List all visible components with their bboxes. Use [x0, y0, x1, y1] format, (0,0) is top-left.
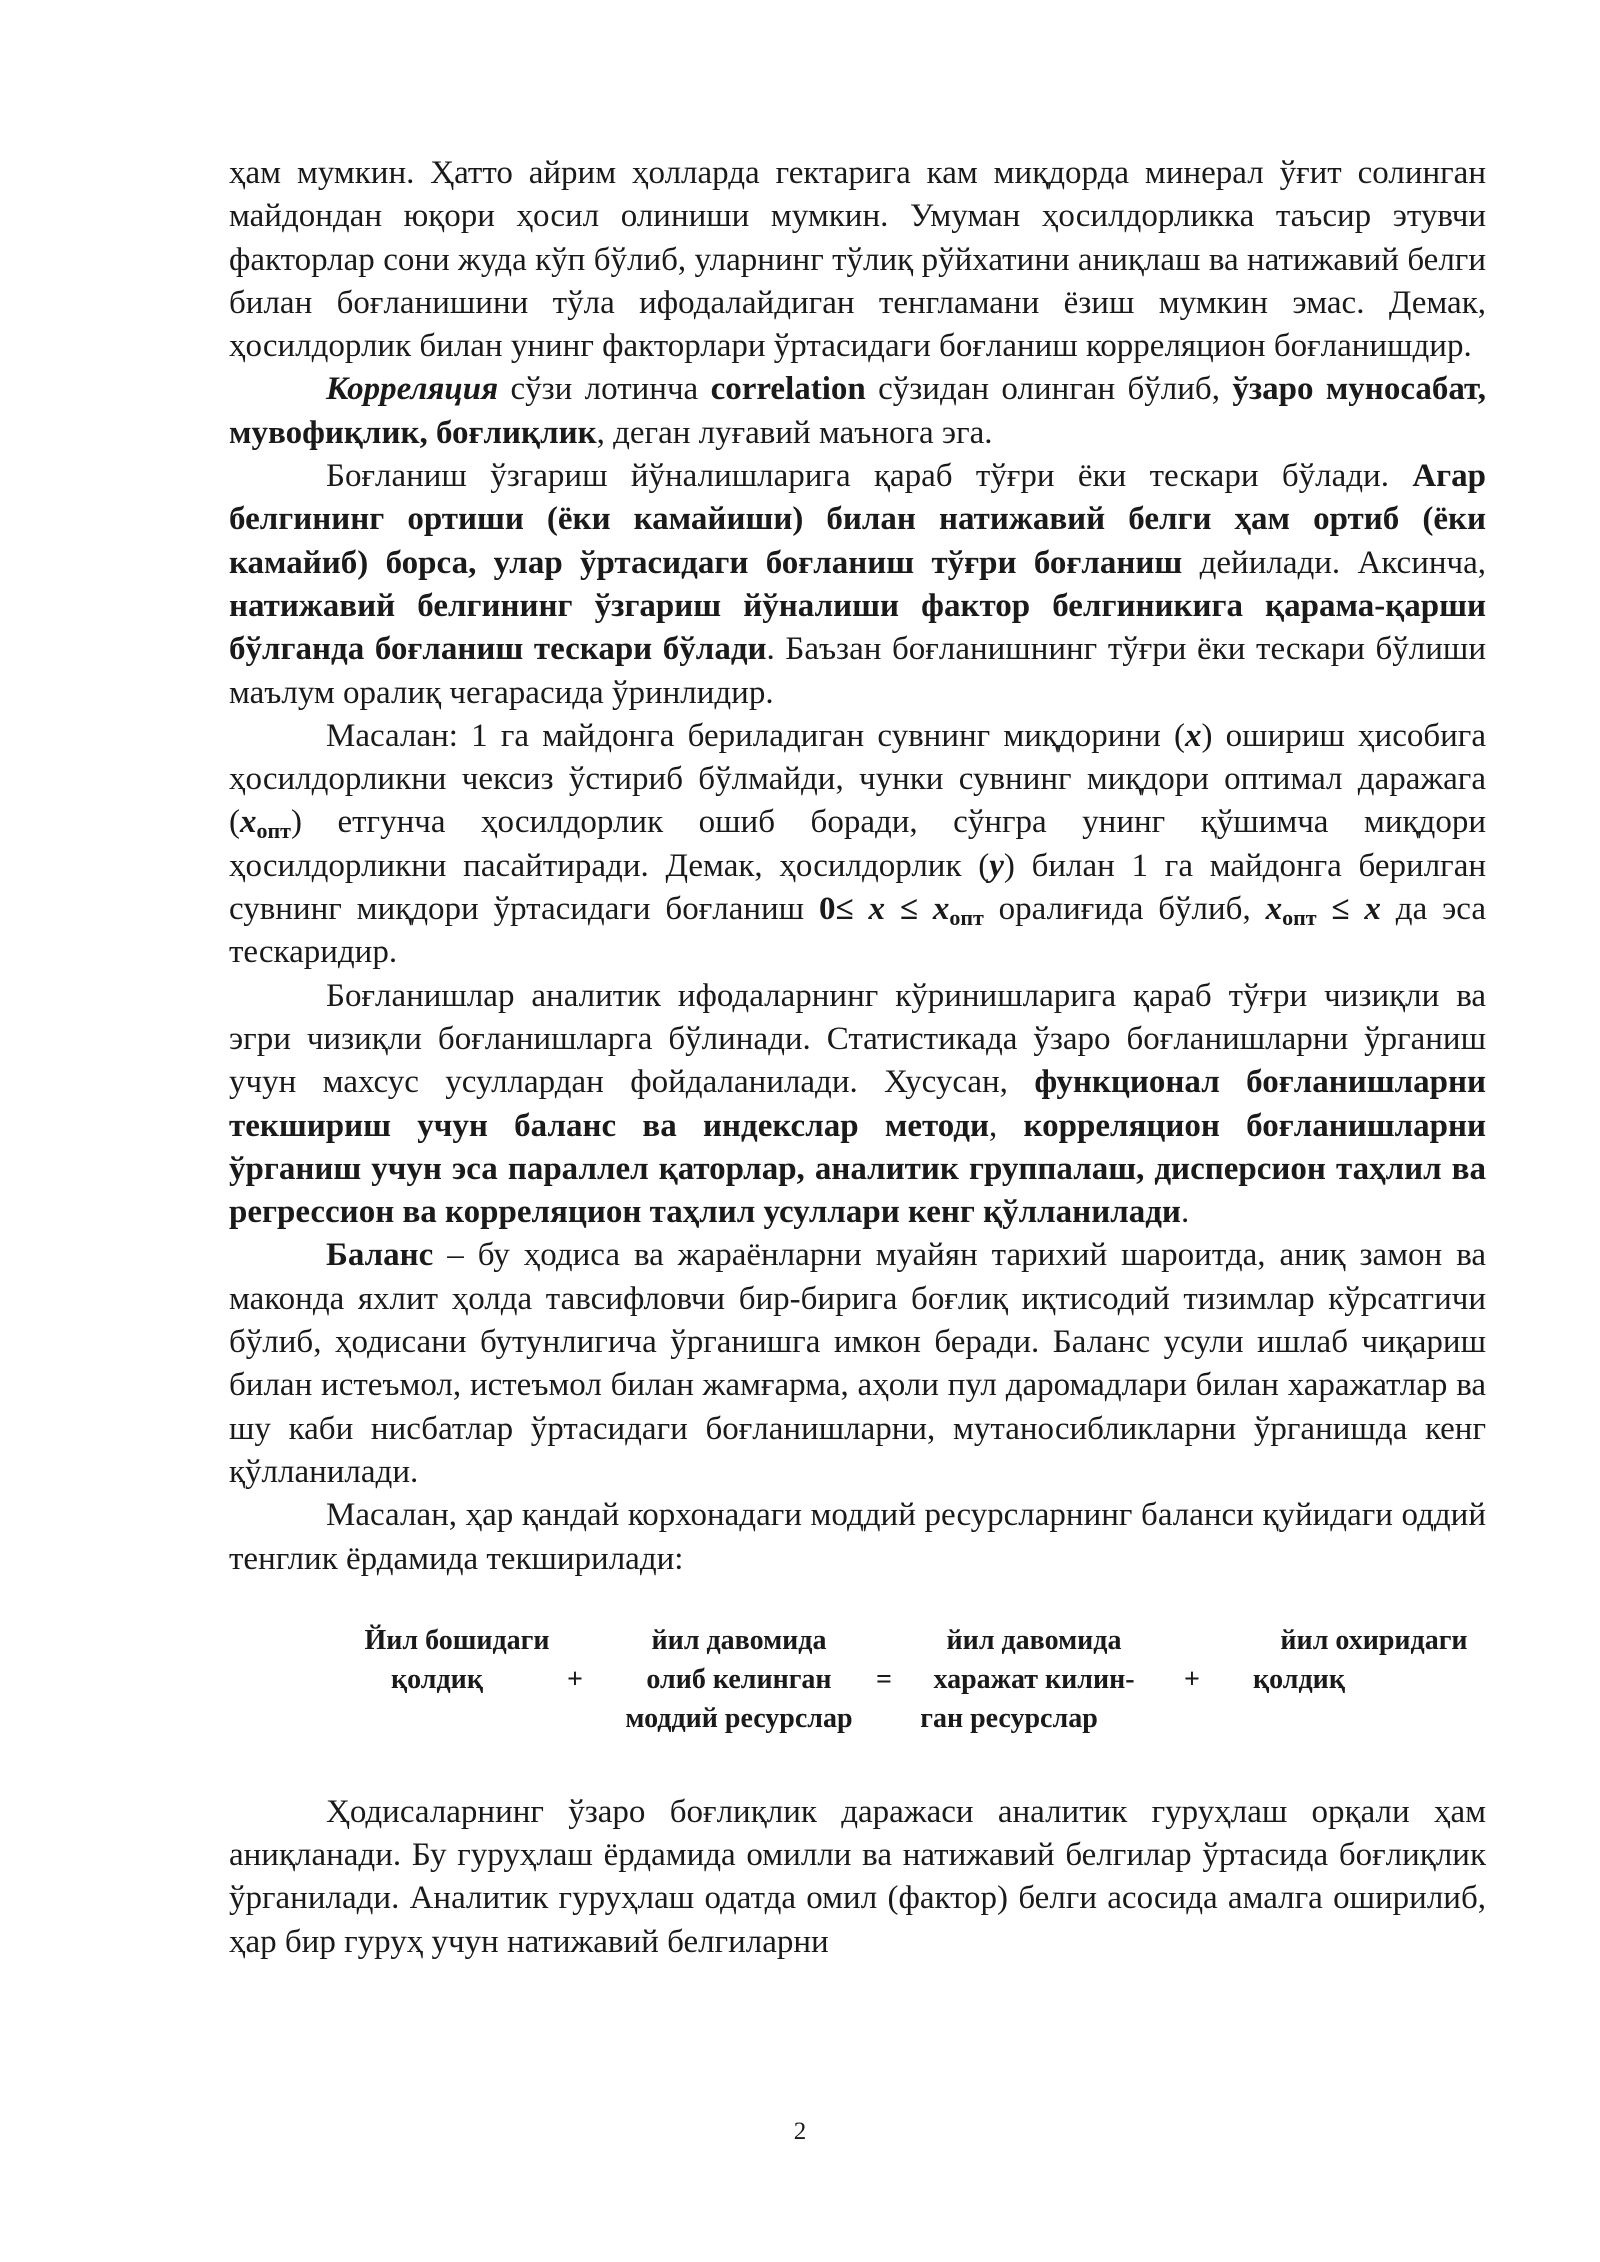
body-text	[229, 152, 1486, 1964]
formula-c2-line3: моддий ресурслар	[625, 1702, 853, 1734]
paragraph-example-water	[229, 715, 1486, 975]
range-1-x: x	[868, 891, 885, 928]
paragraph-1	[229, 152, 1486, 368]
formula-c2-line1: йил давомида	[651, 1624, 827, 1656]
paragraph-6-text: – бу ҳодиса ва жараёнларни муайян тарихий шароитда, аниқ замон ва маконда яхлит ҳолда тавсифловчи бир-бирига боғлиқ иқтисодий тизимлар кўрсатгичи бўлиб, ҳодисани бутунлигича ўрганишга имкон беради. Баланс усули ишлаб чиқариш билан истеъмол, истеъмол билан жамғарма, аҳоли пул даромадлари билан харажатлар ва шу каби нисбатлар ўртасидаги боғланишларни, мутаносибликларни ўрганишда кенг қўлланилади.	[229, 1237, 1486, 1490]
paragraph-direction	[229, 455, 1486, 715]
latin-word: correlation	[710, 371, 866, 408]
formula-column-received	[599, 1621, 879, 1738]
paragraph-balance	[229, 1234, 1486, 1494]
correlation-methods: корреляцион боғланишларни ўрганиш учун эса параллел қаторлар, аналитик группалаш, дисперсион таҳлил ва регрессион ва корреляцион таҳлил усуллари кенг қўлланилади	[229, 1107, 1486, 1231]
formula-c4-line2: қолдиқ	[1253, 1663, 1345, 1695]
paragraph-4-text-4: ) билан 1 га майдонга берилган сувнинг миқдори ўртасидаги боғланиш	[229, 847, 1487, 928]
range-1-le: ≤	[884, 891, 933, 928]
paragraph-3-text-1: Боғланиш ўзгариш йўналишларига қараб тўғри ёки тескари бўлади.	[326, 458, 1413, 495]
paragraph-4-text-1: Масалан: 1 га майдонга бериладиган сувнинг миқдорини (	[326, 717, 1185, 754]
formula-c1-line1: Йил бошидаги	[364, 1624, 550, 1656]
formula-c1-line2: қолдиқ	[391, 1663, 483, 1695]
functional-methods: функционал боғланишларни текшириш учун баланс ва индекслар методи	[229, 1064, 1486, 1144]
formula-c2-line2: олиб келинган	[646, 1663, 832, 1695]
var-x: x	[1184, 717, 1202, 754]
range-2-xopt: x	[1265, 891, 1283, 928]
formula-c3-line1: йил давомида	[946, 1624, 1122, 1656]
var-y: y	[989, 847, 1004, 884]
term-meaning: ўзаро муносабат, мувофиқлик, боғлиқлик	[229, 371, 1486, 451]
range-2-xopt-sub: опт	[1282, 905, 1317, 931]
formula-plus-1: +	[567, 1663, 583, 1695]
paragraph-5-text-3: .	[1180, 1194, 1190, 1231]
range-1-start: 0≤	[818, 891, 869, 928]
paragraph-correlation	[229, 368, 1486, 455]
paragraph-1-text: ҳам мумкин. Ҳатто айрим ҳолларда гектарига кам миқдорда минерал ўғит солинган майдондан юқори ҳосил олиниши мумкин. Умуман ҳосилдорликка таъсир этувчи факторлар сони жуда кўп бўлиб, уларнинг тўлиқ рўйхатини аниқлаш ва натижавий белги билан боғланишини тўла ифодалайдиган тенгламани ёзиш мумкин эмас. Демак, ҳосилдорлик билан унинг факторлари ўртасидаги боғланиш корреляцион боғланишдир.	[229, 155, 1486, 365]
paragraph-3-text-2: дейилади. Аксинча,	[1182, 544, 1487, 581]
range-2-x: x	[1364, 891, 1381, 928]
page-number: 2	[793, 2118, 807, 2145]
paragraph-2-text-1: сўзи лотинча	[498, 371, 711, 408]
balance-formula	[229, 1621, 1486, 1791]
term-balance: Баланс	[326, 1237, 434, 1274]
paragraph-5-text-2: ,	[989, 1107, 1024, 1144]
range-1-xopt-sub: опт	[949, 905, 984, 931]
paragraph-methods	[229, 975, 1486, 1235]
term-correlation: Корреляция	[326, 371, 499, 408]
var-x-opt-sub: опт	[256, 818, 291, 844]
paragraph-8-text: Ҳодисаларнинг ўзаро боғлиқлик даражаси аналитик гуруҳлаш орқали ҳам аниқланади. Бу гуруҳлаш ёрдамида омилли ва натижавий белгилар ўртасида боғлиқлик ўрганилади. Аналитик гуруҳлаш одатда омил (фактор) белги асосида амалга оширилиб, ҳар бир гуруҳ учун натижавий белгиларни	[229, 1793, 1486, 1960]
paragraph-2-text-3: , деган луғавий маънога эга.	[596, 414, 993, 451]
formula-c3-line2: харажат килин-	[933, 1663, 1135, 1695]
formula-equals: =	[876, 1663, 892, 1695]
paragraph-2-text-2: сўзидан олинган бўлиб,	[865, 371, 1233, 408]
paragraph-grouping	[229, 1791, 1486, 1964]
paragraph-4-text-5: оралиғида бўлиб,	[983, 891, 1266, 928]
paragraph-4-text-3: ) етгунча ҳосилдорлик ошиб боради, сўнгра унинг қўшимча миқдори ҳосилдорликни пасайтиради. Демак, ҳосилдорлик (	[229, 804, 1486, 884]
paragraph-5-text-1: Боғланишлар аналитик ифодаларнинг кўринишларига қараб тўғри чизиқли ва эгри чизиқли боғланишларга бўлинади. Статистикада ўзаро боғланишларни ўрганиш учун махсус усуллардан фойдаланилади. Хусусан,	[229, 977, 1486, 1101]
formula-plus-2: +	[1184, 1663, 1200, 1695]
var-x-opt: x	[240, 804, 257, 841]
paragraph-3-text-3: . Баъзан боғланишнинг тўғри ёки тескари бўлиши маълум оралиқ чегарасида ўринлидир.	[229, 631, 1487, 711]
formula-column-closing-balance	[1239, 1621, 1489, 1699]
paragraph-4-text-6: да эса тескаридир.	[229, 891, 1486, 971]
formula-column-opening-balance	[347, 1621, 567, 1699]
inverse-link-definition: натижавий белгининг ўзгариш йўналиши фактор белгиникига қарама-қарши бўлганда боғланиш тескари бўлади	[229, 587, 1486, 668]
paragraph-4-text-2: ) ошириш ҳисобига ҳосилдорликни чексиз ўстириб бўлмайди, чунки сувнинг миқдори оптимал даражага (	[229, 717, 1486, 841]
direct-link-definition: Агар белгининг ортиши (ёки камайиши) билан натижавий белги ҳам ортиб (ёки камайиб) борса, улар ўртасидаги боғланиш тўғри боғланиш	[229, 458, 1486, 581]
range-2-le: ≤	[1316, 891, 1365, 928]
paragraph-7-text: Масалан, ҳар қандай корхонадаги моддий ресурсларнинг баланси қуйидаги оддий тенглик ёрдамида текширилади:	[229, 1497, 1486, 1577]
formula-c4-line1: йил охиридаги	[1280, 1624, 1468, 1656]
paragraph-balance-example	[229, 1494, 1486, 1581]
range-1-xopt: x	[932, 891, 950, 928]
formula-c3-line3: ган ресурслар	[920, 1702, 1098, 1734]
